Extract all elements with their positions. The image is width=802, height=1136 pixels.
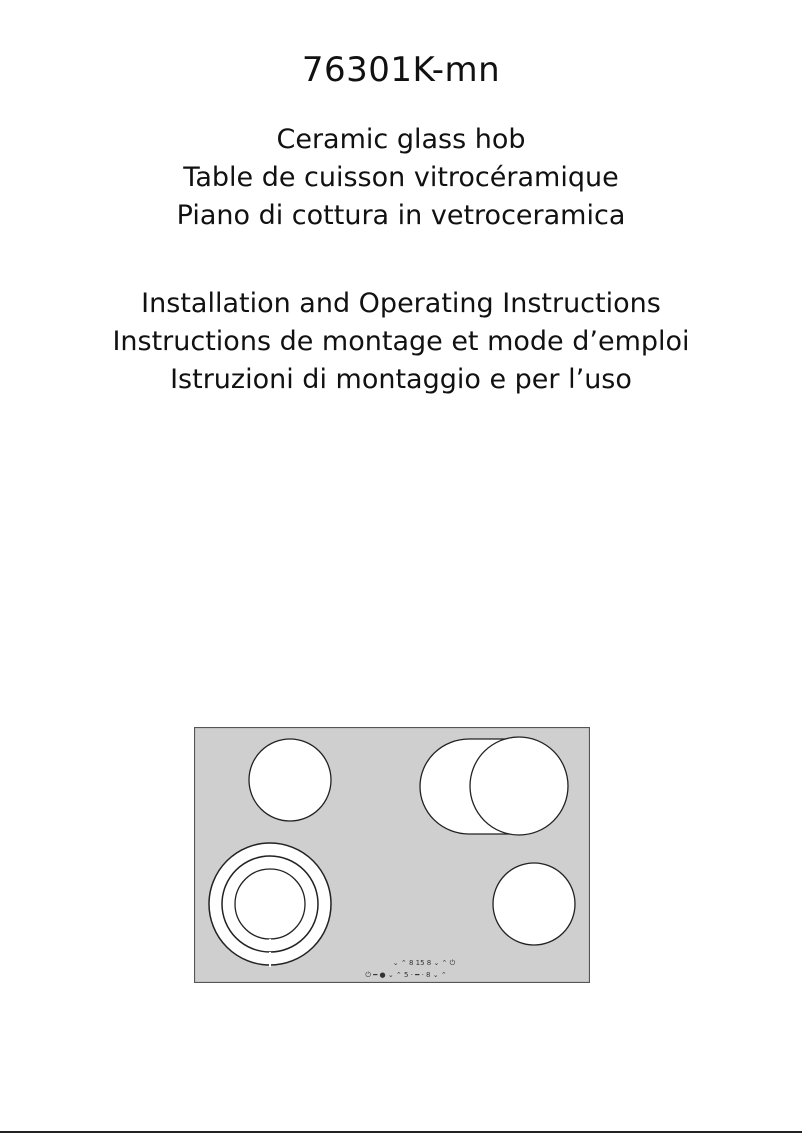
product-title-it: Piano di cottura in vetroceramica — [176, 200, 626, 231]
cooking-zone-top-right — [470, 737, 568, 835]
cooking-zone-top-left — [249, 739, 331, 821]
control-row-bottom: ⏻ ━ ● ⌄ ⌃ 5 · ━ · 8 ⌄ ⌃ — [365, 971, 447, 979]
instructions-title-block — [0, 285, 802, 399]
instructions-title-en: Installation and Operating Instructions — [141, 288, 661, 319]
bottom-rule — [0, 1131, 802, 1133]
instructions-title-it: Istruzioni di montaggio e per l’uso — [170, 364, 632, 395]
hob-drawing — [194, 727, 590, 983]
model-number: 76301K-mn — [301, 50, 501, 90]
cooking-zone-bottom-left-inner — [235, 869, 305, 939]
product-title-block — [0, 121, 802, 235]
product-title-en: Ceramic glass hob — [276, 124, 526, 155]
cooking-zone-bottom-right — [493, 863, 575, 945]
product-title-fr: Table de cuisson vitrocéramique — [183, 162, 619, 193]
hob-illustration — [194, 727, 590, 983]
instructions-title-fr: Instructions de montage et mode d’emploi — [112, 326, 690, 357]
control-row-top: ⌄ ⌃ 8 15 8 ⌄ ⌃ ⏻ — [392, 959, 456, 967]
